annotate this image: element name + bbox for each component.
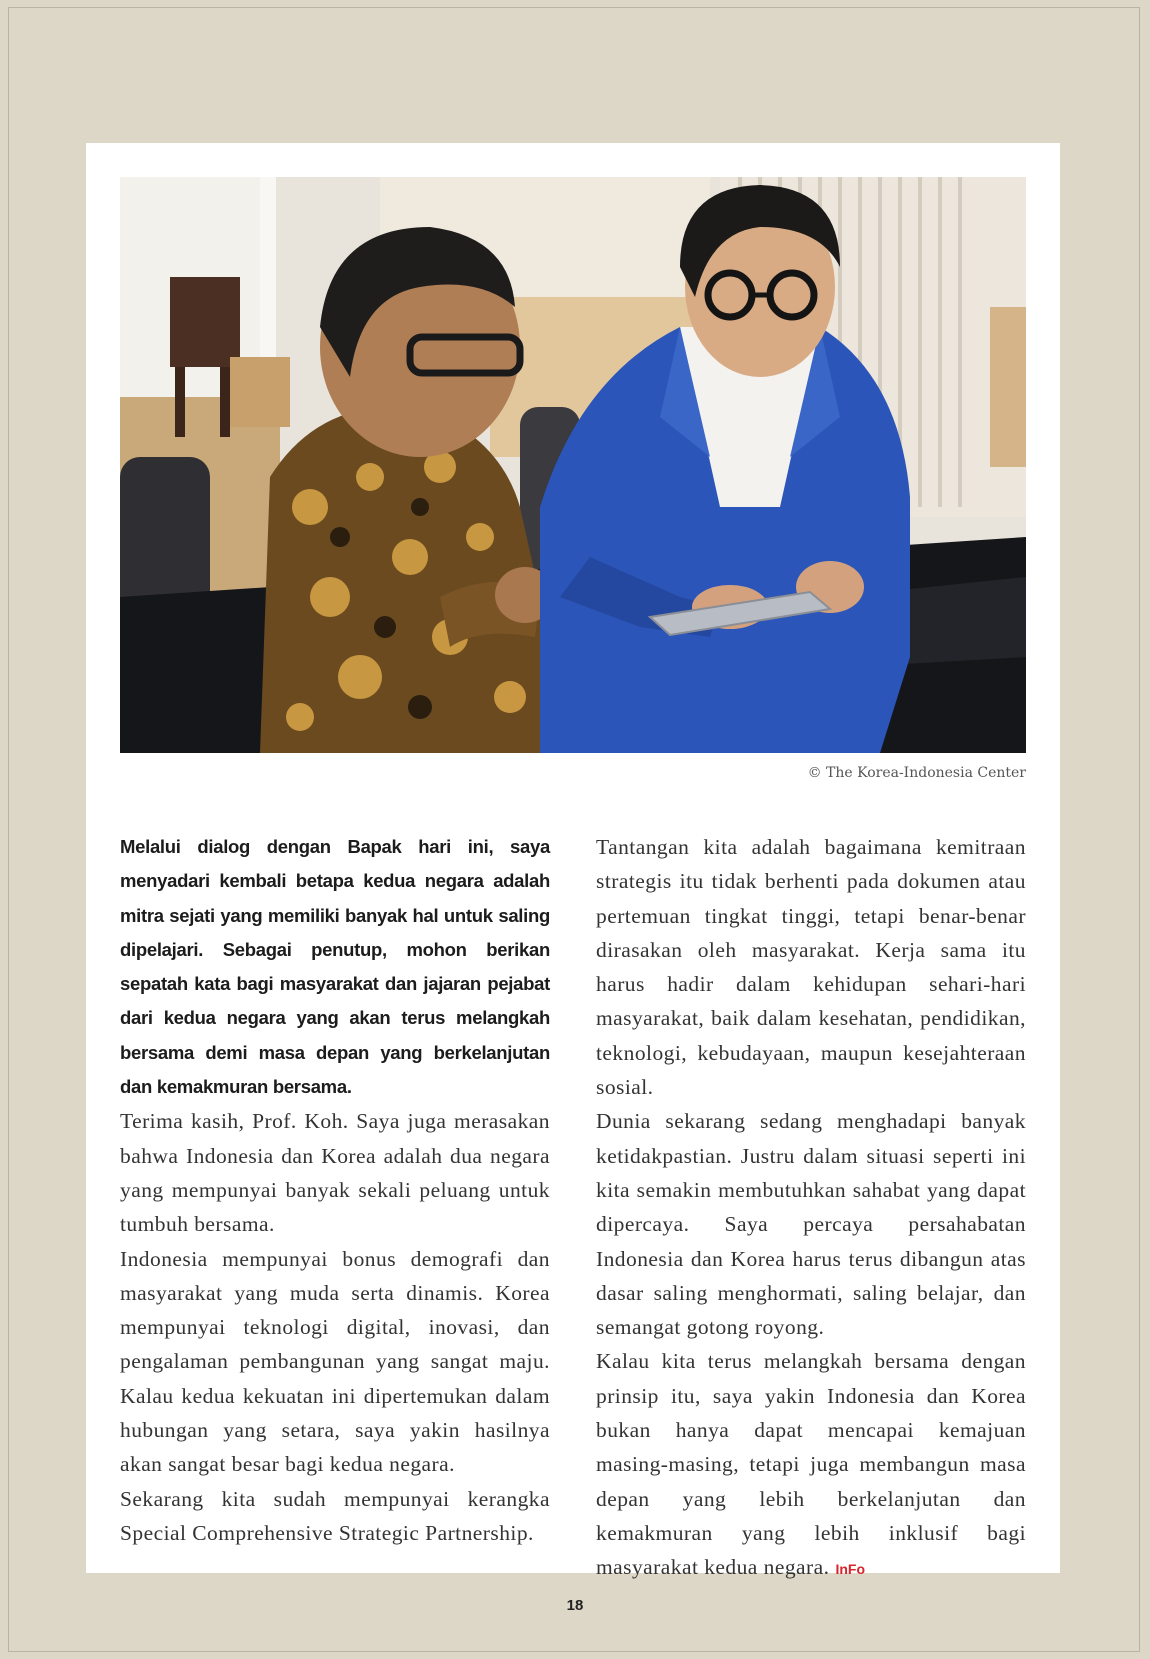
end-mark: InFo	[835, 1561, 865, 1578]
interview-question: Melalui dialog dengan Bapak hari ini, saya menyadari kembali betapa kedua negara adalah mitra sejati yang memiliki banyak hal untuk saling dipelajari. Sebagai penutup, mohon berikan sepatah kata bagi masyarakat dan jajaran pejabat dari kedua negara yang akan terus melangkah bersama demi masa depan yang berkelanjutan dan kemakmuran bersama.	[120, 836, 550, 1098]
article-card	[86, 143, 1060, 1580]
photo-illustration	[120, 177, 1026, 753]
answer-paragraph	[596, 1344, 1026, 1586]
photo-credit: © The Korea-Indonesia Center	[807, 765, 1026, 781]
answer-paragraph: Tantangan kita adalah bagaimana kemitraan strategis itu tidak berhenti pada dokumen atau pertemuan tingkat tinggi, tetapi benar-benar dirasakan oleh masyarakat. Kerja sama itu harus hadir dalam kehidupan sehari-hari masyarakat, baik dalam kesehatan, pendidikan, teknologi, kebudayaan, maupun kesejahteraan sosial.	[596, 835, 1026, 1100]
right-column	[596, 830, 1026, 1587]
answer-paragraph: Indonesia mempunyai bonus demografi dan masyarakat yang muda serta dinamis. Korea mempunyai teknologi digital, inovasi, dan pengalaman pembangunan yang sangat maju. Kalau kedua kekuatan ini dipertemukan dalam hubungan yang setara, saya yakin hasilnya akan sangat besar bagi kedua negara.	[120, 1246, 550, 1477]
interview-photo	[120, 177, 1026, 753]
answer-paragraph: Dunia sekarang sedang menghadapi banyak ketidakpastian. Justru dalam situasi seperti ini kita semakin membutuhkan sahabat yang dapat dipercaya. Saya percaya persahabatan Indonesia dan Korea harus terus dibangun atas dasar saling menghormati, saling belajar, dan semangat gotong royong.	[596, 1109, 1026, 1340]
answer-paragraph: Sekarang kita sudah mempunyai kerangka Special Comprehensive Strategic Partnership.	[120, 1486, 550, 1545]
answer-text: Kalau kita terus melangkah bersama dengan prinsip itu, saya yakin Indonesia dan Korea bukan hanya dapat mencapai kemajuan masing-masing, tetapi juga membangun masa depan yang lebih berkelanjutan dan kemakmuran yang lebih inklusif bagi masyarakat kedua negara.	[596, 1349, 1026, 1580]
answer-paragraph: Terima kasih, Prof. Koh. Saya juga merasakan bahwa Indonesia dan Korea adalah dua negara yang mempunyai banyak sekali peluang untuk tumbuh bersama.	[120, 1109, 550, 1237]
page-number: 18	[566, 1597, 584, 1614]
left-column	[120, 830, 550, 1550]
